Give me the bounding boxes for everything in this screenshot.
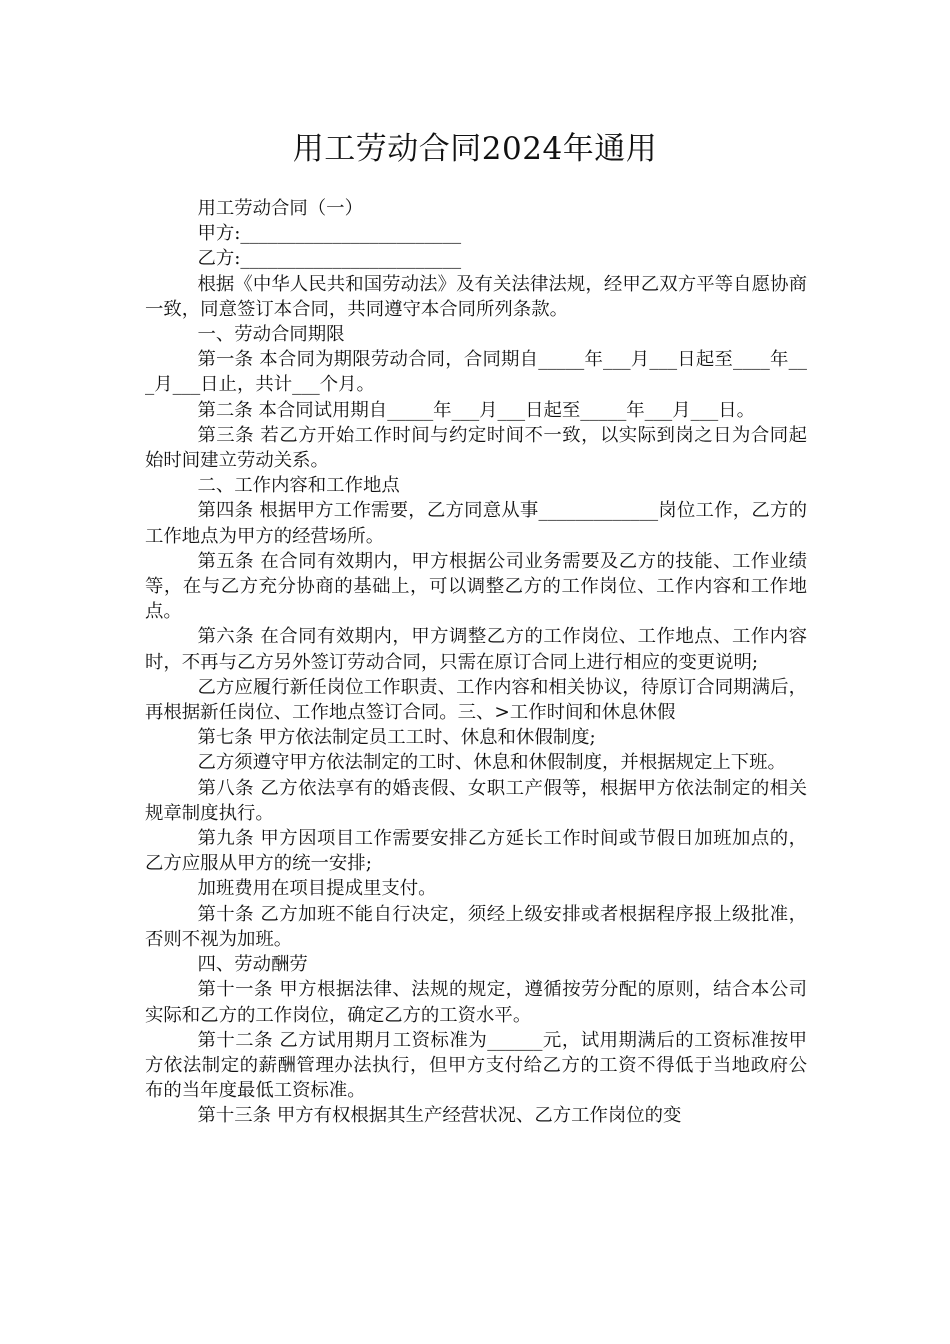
- paragraph-party-b: 乙方:________________________: [197, 248, 462, 270]
- paragraph-heading: 用工劳动合同（一）: [197, 198, 363, 219]
- clause-3: 第三条 若乙方开始工作时间与约定时间不一致，以实际到岗之日为合同起始时间建立劳动关系。: [145, 424, 807, 472]
- clause-5: 第五条 在合同有效期内，甲方根据公司业务需要及乙方的技能、工作业绩等，在与乙方充分协商的基础上，可以调整乙方的工作岗位、工作内容和工作地点。: [145, 550, 807, 623]
- clause-10: 第十条 乙方加班不能自行决定，须经上级安排或者根据程序报上级批准，否则不视为加班。: [145, 903, 807, 950]
- document-title: 用工劳动合同2024年通用: [292, 131, 658, 167]
- clause-6: 第六条 在合同有效期内，甲方调整乙方的工作岗位、工作地点、工作内容时，不再与乙方另外签订劳动合同，只需在原订合同上进行相应的变更说明;: [145, 626, 807, 673]
- paragraph-preamble: 根据《中华人民共和国劳动法》及有关法律法规，经甲乙双方平等自愿协商一致，同意签订本合同，共同遵守本合同所列条款。: [145, 273, 807, 320]
- paragraph-party-a: 甲方:________________________: [197, 223, 462, 245]
- clause-4: 第四条 根据甲方工作需要，乙方同意从事_____________岗位工作，乙方的工作地点为甲方的经营场所。: [145, 500, 807, 547]
- clause-6-continued: 乙方应履行新任岗位工作职责、工作内容和相关协议，待原订合同期满后，再根据新任岗位、工作地点签订合同。三、>工作时间和休息休假: [145, 676, 807, 724]
- clause-7-continued: 乙方须遵守甲方依法制定的工时、休息和休假制度，并根据规定上下班。: [197, 752, 786, 774]
- clause-8: 第八条 乙方依法享有的婚丧假、女职工产假等，根据甲方依法制定的相关规章制度执行。: [145, 777, 807, 824]
- document-body: [145, 196, 807, 1129]
- section-heading-work: 二、工作内容和工作地点: [197, 475, 400, 497]
- clause-9-continued: 加班费用在项目提成里支付。: [197, 878, 437, 900]
- section-heading-pay: 四、劳动酬劳: [197, 954, 308, 976]
- clause-7: 第七条 甲方依法制定员工工时、休息和休假制度;: [197, 727, 596, 749]
- section-heading-term: 一、劳动合同期限: [197, 324, 345, 346]
- clause-2: 第二条 本合同试用期自_____年___月___日起至_____年___月___日。: [197, 399, 756, 421]
- clause-13: 第十三条 甲方有权根据其生产经营状况、乙方工作岗位的变: [197, 1105, 682, 1127]
- clause-11: 第十一条 甲方根据法律、法规的规定，遵循按劳分配的原则，结合本公司实际和乙方的工作岗位，确定乙方的工资水平。: [145, 979, 807, 1026]
- clause-12: 第十二条 乙方试用期月工资标准为______元，试用期满后的工资标准按甲方依法制定的薪酬管理办法执行，但甲方支付给乙方的工资不得低于当地政府公布的当年度最低工资标准。: [145, 1029, 807, 1102]
- clause-9: 第九条 甲方因项目工作需要安排乙方延长工作时间或节假日加班加点的，乙方应服从甲方的统一安排;: [145, 828, 807, 875]
- clause-1: 第一条 本合同为期限劳动合同，合同期自_____年___月___日起至____年___月___日止，共计___个月。: [145, 349, 807, 396]
